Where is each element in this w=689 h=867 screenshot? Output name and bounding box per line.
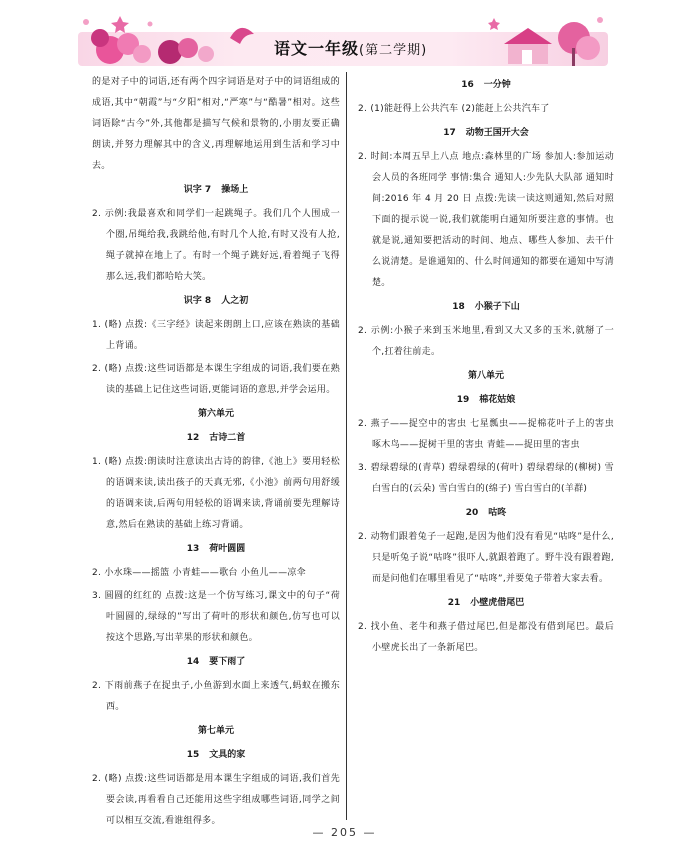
lesson-number: 16	[461, 80, 474, 90]
lesson-title: 操场上	[221, 185, 249, 195]
section-heading	[92, 745, 340, 766]
lesson-title: 文具的家	[209, 750, 246, 760]
answer-paragraph: 2. 找小鱼、老牛和燕子借过尾巴,但是都没有借到尾巴。最后小壁虎长出了一条新尾巴。	[358, 622, 614, 653]
answer-paragraph: 3. 碧绿碧绿的(青草) 碧绿碧绿的(荷叶) 碧绿碧绿的(柳树) 雪白雪白的(云朵) 雪白雪白的(绵子) 雪白雪白的(羊群)	[358, 463, 614, 494]
answer-paragraph: 2. 动物们跟着兔子一起跑,是因为他们没有看见“咕咚”是什么,只是听兔子说“咕咚”很吓人,就跟着跑了。野牛没有跟着跑,而是问他们在哪里看见了“咕咚”,并要兔子带着大家去看。	[358, 532, 614, 584]
page-number: — 205 —	[312, 826, 377, 839]
unit-heading: 第八单元	[467, 371, 504, 381]
flower-decoration-icon	[80, 8, 260, 70]
answer-paragraph: 1. (略) 点拨:《三字经》读起来朗朗上口,应该在熟读的基础上背诵。	[92, 320, 340, 351]
section-heading	[92, 180, 340, 201]
lesson-title: 小猴子下山	[474, 302, 520, 312]
lesson-number: 21	[447, 598, 461, 608]
left-column	[92, 72, 340, 834]
lesson-title: 咕咚	[488, 508, 507, 518]
answer-paragraph: 2. (略) 点拨:这些词语都是用本课生字组成的词语,我们首先要会读,再看看自己还能用这些字组成哪些词语,同学之间可以相互交流,看谁组得多。	[92, 774, 340, 826]
house-decoration-icon	[488, 8, 608, 70]
lesson-number: 识字 8	[183, 296, 212, 306]
section-heading	[358, 75, 614, 96]
lesson-title: 小壁虎借尾巴	[470, 598, 525, 608]
answer-paragraph: 2. 示例:小猴子来到玉米地里,看到又大又多的玉米,就掰了一个,扛着往前走。	[358, 326, 614, 357]
section-heading	[358, 123, 614, 144]
lesson-title: 棉花姑娘	[479, 395, 516, 405]
book-subtitle: (第二学期)	[359, 43, 428, 58]
right-column	[358, 72, 614, 661]
lesson-number: 13	[186, 544, 200, 554]
page-header	[78, 8, 608, 70]
unit-heading: 第六单元	[197, 409, 234, 419]
lesson-number: 17	[443, 128, 456, 138]
section-heading	[92, 539, 340, 560]
book-title: 语文一年级	[274, 39, 360, 58]
column-divider	[346, 72, 347, 820]
answer-paragraph: 2. 燕子——捉空中的害虫 七星瓢虫——捉棉花叶子上的害虫 啄木鸟——捉树干里的害虫 青蛙——捉田里的害虫	[358, 419, 614, 450]
answer-paragraph: 2. (1)能赶得上公共汽车 (2)能赶上公共汽车了	[358, 104, 550, 114]
answer-paragraph: 的是对子中的词语,还有两个四字词语是对子中的词语组成的成语,其中“朝霞”与“夕阳”相对,“严寒”与“酷暑”相对。这些词语除“古今”外,其他都是描写气候和景物的,小朋友要正确朗读,并努力理解其中的含义,再理解地运用到生活和学习中去。	[92, 77, 340, 171]
lesson-title: 一分钟	[483, 80, 511, 90]
header-title	[274, 36, 427, 62]
lesson-number: 19	[456, 395, 470, 405]
lesson-number: 20	[465, 508, 479, 518]
answer-paragraph: 2. (略) 点拨:这些词语都是本课生字组成的词语,我们要在熟读的基础上记住这些词语,更能词语的意思,并学会运用。	[92, 364, 340, 395]
lesson-number: 14	[186, 657, 200, 667]
lesson-title: 要下雨了	[209, 657, 246, 667]
lesson-number: 18	[452, 302, 465, 312]
section-heading	[358, 593, 614, 614]
lesson-title: 人之初	[221, 296, 249, 306]
unit-heading: 第七单元	[197, 726, 234, 736]
section-heading	[358, 503, 614, 524]
answer-paragraph: 1. (略) 点拨:朗读时注意读出古诗的韵律,《池上》要用轻松的语调来读,读出孩子的天真无邪,《小池》前两句用舒缓的语调来读,后两句用轻松的语调来读,背诵前要先理解诗意,然后在熟读的基础上练习背诵。	[92, 457, 340, 530]
section-heading	[92, 291, 340, 312]
lesson-number: 识字 7	[183, 185, 212, 195]
lesson-title: 荷叶圆圆	[209, 544, 246, 554]
lesson-title: 动物王国开大会	[465, 128, 529, 138]
answer-paragraph: 2. 示例:我最喜欢和同学们一起跳绳子。我们几个人围成一个圈,吊绳给我,我跳给他,有时几个人抢,有时又没有人抢,绳子就掉在地上了。有时一个绳子跳好远,看着绳子飞得那么远,我们都哈哈大笑。	[92, 209, 340, 282]
section-heading	[358, 297, 614, 318]
section-heading	[92, 652, 340, 673]
answer-paragraph: 2. 下雨前燕子在捉虫子,小鱼游到水面上来透气,蚂蚁在搬东西。	[92, 681, 340, 712]
answer-paragraph: 2. 时间:本周五早上八点 地点:森林里的广场 参加人:参加运动会人员的各班同学 事情:集合 通知人:少先队大队部 通知时间:2016 年 4 月 20 日 点拨:先读一读这则通知,然后对照下面的提示说一说,我们就能明白通知所要注意的事情。也就是说,通知要把活动的时间、地点、哪些人参加、去干什么说清楚。是谁通知的、什么时间通知的都要在通知中写清楚。	[358, 152, 614, 288]
answer-paragraph: 2. 小水珠——摇篮 小青蛙——歌台 小鱼儿——凉伞	[92, 568, 306, 578]
lesson-title: 古诗二首	[209, 433, 246, 443]
section-heading	[92, 428, 340, 449]
lesson-number: 15	[186, 750, 200, 760]
section-heading	[358, 390, 614, 411]
lesson-number: 12	[186, 433, 200, 443]
answer-paragraph: 3. 圆圆的红红的 点拨:这是一个仿写练习,课文中的句子“荷叶圆圆的,绿绿的”写出了荷叶的形状和颜色,仿写也可以按这个思路,写出苹果的形状和颜色。	[92, 591, 340, 643]
